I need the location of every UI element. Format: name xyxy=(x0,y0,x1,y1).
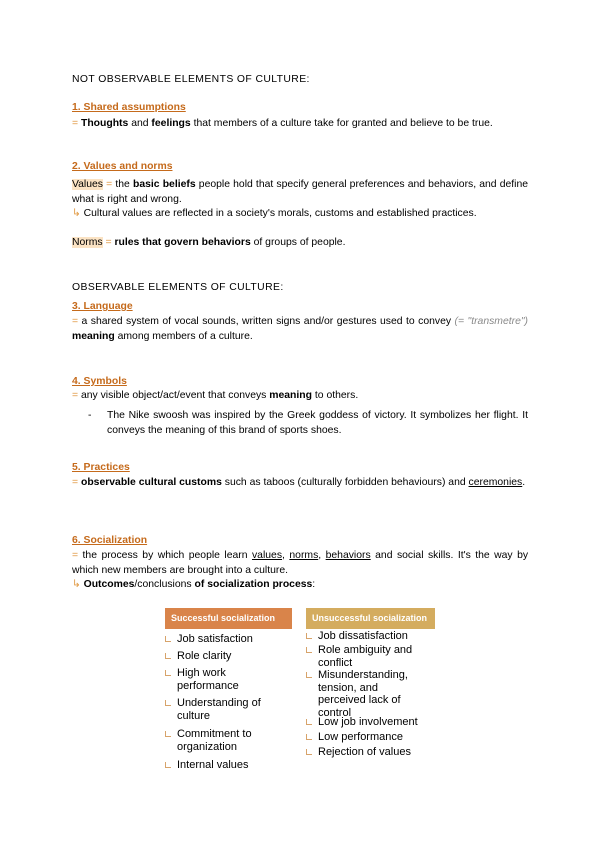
values-definition-rest: people hold that specify general preferences and behaviors, and define what is right and wrong. xyxy=(72,179,529,205)
symbols-definition xyxy=(72,388,528,403)
item-text: Rejection of values xyxy=(318,746,411,758)
term-basic-beliefs: basic beliefs xyxy=(133,179,196,190)
language-rest: among members of a culture. xyxy=(117,331,253,342)
heading-practices: 5. Practices xyxy=(72,462,130,473)
list-item xyxy=(306,630,431,643)
term-meaning: meaning xyxy=(269,390,312,401)
symbols-text: any visible object/act/event that conveys xyxy=(80,390,267,401)
comma: , xyxy=(318,550,322,561)
successful-socialization-header: Successful socialization xyxy=(165,608,292,629)
bullet-icon xyxy=(306,749,312,755)
list-item xyxy=(88,408,528,438)
list-item xyxy=(165,633,280,646)
conclusions-text: /conclusions xyxy=(134,579,192,590)
period: . xyxy=(522,477,526,488)
symbols-rest: to others. xyxy=(314,390,359,401)
equals-sign: = xyxy=(72,477,79,488)
list-item xyxy=(165,759,280,772)
unsuccessful-socialization-header: Unsuccessful socialization xyxy=(306,608,435,629)
socialization-text-2: and social skills. It's the way by which new members are brought into a culture. xyxy=(72,550,529,576)
term-meaning: meaning xyxy=(72,331,115,342)
term-outcomes: Outcomes xyxy=(83,579,135,590)
equals-sign: = xyxy=(72,118,79,129)
item-text: Job satisfaction xyxy=(177,633,253,645)
dash-bullet: - xyxy=(88,410,92,421)
heading-language: 3. Language xyxy=(72,301,133,312)
practices-text: such as taboos (culturally forbidden behaviours) and xyxy=(224,477,466,488)
equals-sign: = xyxy=(106,179,113,190)
item-text: High work performance xyxy=(177,667,239,692)
list-item xyxy=(165,697,280,722)
bullet-icon xyxy=(165,653,171,659)
item-text: Misunderstanding, tension, and perceived lack of control xyxy=(318,669,408,719)
term-socialization-process: of socialization process xyxy=(194,579,313,590)
term-values: values xyxy=(251,550,283,561)
bullet-icon xyxy=(306,719,312,725)
bullet-icon xyxy=(306,647,312,653)
list-item xyxy=(306,746,431,759)
heading-socialization: 6. Socialization xyxy=(72,535,148,546)
bullet-icon xyxy=(165,636,171,642)
language-note: (= "transmetre") xyxy=(454,316,529,327)
list-item xyxy=(306,644,418,669)
term-values: Values xyxy=(72,179,103,190)
bullet-icon xyxy=(165,762,171,768)
equals-sign: = xyxy=(72,316,79,327)
practices-definition xyxy=(72,475,528,490)
nike-example: The Nike swoosh was inspired by the Greek goddess of victory. It symbolizes her flight. It conveys the meaning of this brand of sports shoes. xyxy=(107,410,528,436)
term-rules: rules that govern behaviors xyxy=(114,237,251,248)
item-text: Low performance xyxy=(318,731,403,743)
bullet-icon xyxy=(165,731,171,737)
item-text: Commitment to organization xyxy=(177,728,252,753)
socialization-definition xyxy=(72,548,528,578)
successful-socialization-column xyxy=(165,608,292,771)
norms-definition-rest: of groups of people. xyxy=(253,237,346,248)
outcomes-line xyxy=(72,577,528,592)
unsuccessful-socialization-column xyxy=(306,608,435,758)
term-norms: Norms xyxy=(72,237,103,248)
shared-assumptions-definition xyxy=(72,116,528,131)
bullet-icon xyxy=(306,672,312,678)
bullet-icon xyxy=(165,670,171,676)
item-text: Understanding of culture xyxy=(177,697,261,722)
arrow-icon: ↳ xyxy=(72,579,81,590)
comma: , xyxy=(282,550,285,561)
list-item xyxy=(165,728,280,753)
word-the: the xyxy=(115,179,130,190)
bullet-icon xyxy=(165,700,171,706)
cultural-values-note xyxy=(72,206,528,221)
language-definition xyxy=(72,314,528,344)
list-item xyxy=(306,669,418,719)
bullet-icon xyxy=(306,633,312,639)
equals-sign: = xyxy=(105,237,112,248)
term-observable-customs: observable cultural customs xyxy=(80,477,222,488)
term-feelings: feelings xyxy=(151,118,191,129)
item-text: Internal values xyxy=(177,759,249,771)
colon: : xyxy=(312,579,316,590)
equals-sign: = xyxy=(72,390,79,401)
term-behaviors: behaviors xyxy=(325,550,371,561)
observable-title: OBSERVABLE ELEMENTS OF CULTURE: xyxy=(72,282,284,293)
item-text: Job dissatisfaction xyxy=(318,630,408,642)
norms-definition xyxy=(72,235,528,250)
socialization-text-1: the process by which people learn xyxy=(82,550,248,561)
item-text: Role clarity xyxy=(177,650,232,662)
list-item xyxy=(306,716,431,729)
bullet-icon xyxy=(306,734,312,740)
word-and: and xyxy=(131,118,149,129)
term-thoughts: Thoughts xyxy=(80,118,129,129)
list-item xyxy=(165,667,260,692)
language-text: a shared system of vocal sounds, written signs and/or gestures used to convey xyxy=(81,316,452,327)
heading-shared-assumptions: 1. Shared assumptions xyxy=(72,102,186,113)
item-text: Role ambiguity and conflict xyxy=(318,644,413,669)
not-observable-title: NOT OBSERVABLE ELEMENTS OF CULTURE: xyxy=(72,74,310,85)
equals-sign: = xyxy=(72,550,79,561)
list-item xyxy=(306,731,431,744)
arrow-icon: ↳ xyxy=(72,208,81,219)
term-norms: norms xyxy=(289,550,319,561)
heading-symbols: 4. Symbols xyxy=(72,376,127,387)
list-item xyxy=(165,650,280,663)
values-definition xyxy=(72,177,528,207)
heading-values-and-norms: 2. Values and norms xyxy=(72,161,173,172)
term-ceremonies: ceremonies xyxy=(468,477,523,488)
definition-rest: that members of a culture take for granted and believe to be true. xyxy=(193,118,493,129)
cultural-values-text: Cultural values are reflected in a society's morals, customs and established practices. xyxy=(83,208,477,219)
item-text: Low job involvement xyxy=(318,716,418,728)
